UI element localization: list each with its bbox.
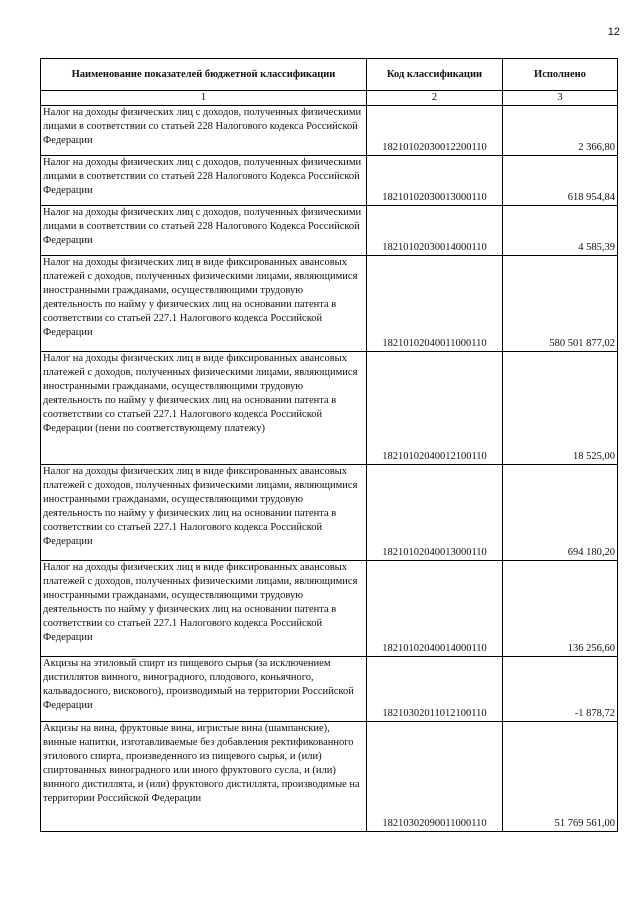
classification-code: 18210302011012100110 [367,657,503,722]
table-row [41,722,618,832]
classification-code: 18210302090011000110 [367,722,503,832]
indicator-name: Акцизы на этиловый спирт из пищевого сырья (за исключением дистиллятов винного, виноградного, плодового, коньячного, кальвадосного, вискового), производимый на территории Российской Федерации [41,657,367,722]
executed-amount: 18 525,00 [503,352,618,465]
indicator-name: Налог на доходы физических лиц в виде фиксированных авансовых платежей с доходов, полученных физическими лицами, являющимися иностранными гражданами, осуществляющими трудовую деятельность по найму у физических лиц на основании патента в соответствии со статьей 227.1 Налогового кодекса Российской Федерации [41,465,367,561]
executed-amount: 4 585,39 [503,206,618,256]
column-number-row [41,91,618,106]
page-number: 12 [607,26,620,38]
column-number: 1 [41,91,367,106]
executed-amount: 694 180,20 [503,465,618,561]
executed-amount: 51 769 561,00 [503,722,618,832]
executed-amount: 136 256,60 [503,561,618,657]
classification-code: 18210102030014000110 [367,206,503,256]
classification-code: 18210102040011000110 [367,256,503,352]
indicator-name: Налог на доходы физических лиц с доходов, полученных физическими лицами в соответствии со статьей 228 Налогового Кодекса Российской Федерации [41,206,367,256]
indicator-name: Акцизы на вина, фруктовые вина, игристые вина (шампанские), винные напитки, изготавливаемые без добавления ректификованного этилового спирта, произведенного из пищевого сырья, и (или) спиртованных виноградного или иного фруктового сусла, и (или) винного дистиллята, и (или) фруктового дистиллята, производимые на территории Российской Федерации [41,722,367,832]
header-executed: Исполнено [503,59,618,91]
table-row [41,106,618,156]
header-code: Код классификации [367,59,503,91]
executed-amount: 580 501 877,02 [503,256,618,352]
executed-amount: 618 954,84 [503,156,618,206]
header-row [41,59,618,91]
table-row [41,352,618,465]
indicator-name: Налог на доходы физических лиц с доходов, полученных физическими лицами в соответствии со статьей 228 Налогового кодекса Российской Федерации [41,106,367,156]
table-row [41,561,618,657]
classification-code: 18210102040012100110 [367,352,503,465]
column-number: 2 [367,91,503,106]
column-number: 3 [503,91,618,106]
classification-code: 18210102040014000110 [367,561,503,657]
budget-classification-table [40,58,618,832]
indicator-name: Налог на доходы физических лиц в виде фиксированных авансовых платежей с доходов, полученных физическими лицами, являющимися иностранными гражданами, осуществляющими трудовую деятельность по найму у физических лиц на основании патента в соответствии со статьей 227.1 Налогового кодекса Российской Федерации (пени по соответствующему платежу) [41,352,367,465]
table-row [41,206,618,256]
indicator-name: Налог на доходы физических лиц с доходов, полученных физическими лицами в соответствии со статьей 228 Налогового Кодекса Российской Федерации [41,156,367,206]
table-row [41,256,618,352]
indicator-name: Налог на доходы физических лиц в виде фиксированных авансовых платежей с доходов, полученных физическими лицами, являющимися иностранными гражданами, осуществляющими трудовую деятельность по найму у физических лиц на основании патента в соответствии со статьей 227.1 Налогового кодекса Российской Федерации [41,561,367,657]
table-row [41,657,618,722]
table-row [41,465,618,561]
classification-code: 18210102030012200110 [367,106,503,156]
executed-amount: 2 366,80 [503,106,618,156]
indicator-name: Налог на доходы физических лиц в виде фиксированных авансовых платежей с доходов, полученных физическими лицами, являющимися иностранными гражданами, осуществляющими трудовую деятельность по найму у физических лиц на основании патента в соответствии со статьей 227.1 Налогового кодекса Российской Федерации [41,256,367,352]
table-row [41,156,618,206]
classification-code: 18210102040013000110 [367,465,503,561]
executed-amount: -1 878,72 [503,657,618,722]
header-name: Наименование показателей бюджетной классификации [41,59,367,91]
classification-code: 18210102030013000110 [367,156,503,206]
